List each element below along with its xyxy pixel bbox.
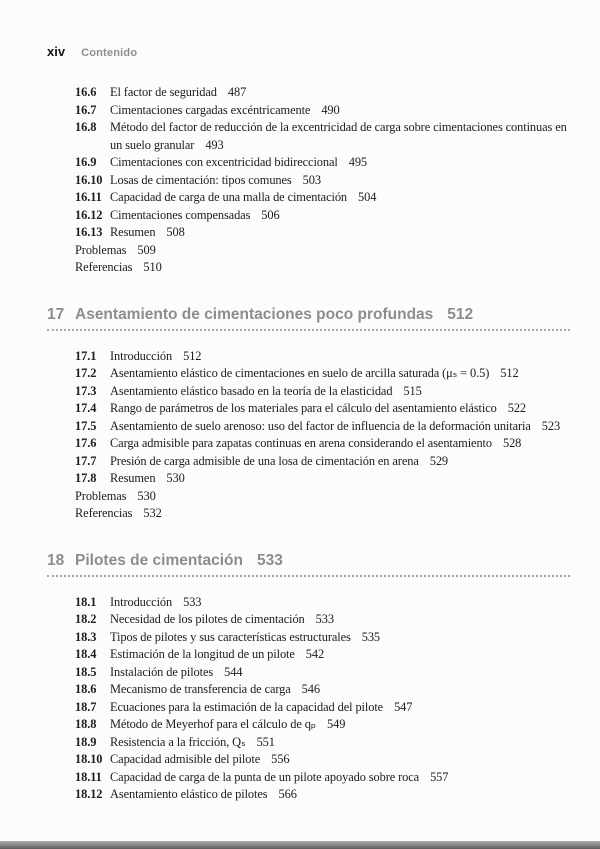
entry-number: 18.10 [75,752,103,766]
running-head: Contenido [81,47,138,59]
toc-entry [75,242,570,260]
entry-title: Asentamiento elástico de pilotes 566 [110,787,297,801]
toc-entry [75,259,570,277]
chapter-page-number: 533 [256,551,283,569]
entry-title: Cimentaciones cargadas excéntricamente 490 [110,102,340,117]
entry-page-number: 506 [261,207,280,222]
entry-page-number: 557 [430,769,449,784]
entry-page-number: 532 [143,506,162,520]
entry-number: 17.3 [75,383,97,398]
entry-number: 18.7 [75,699,97,714]
entry-number: 18.2 [75,612,97,626]
entry-number: 16.10 [75,172,103,187]
entry-page-number: 487 [227,85,247,99]
dotted-rule [47,329,570,331]
entry-number: 16.7 [75,102,97,117]
entry-number: 16.6 [75,85,97,99]
entry-page-number: 522 [507,401,527,415]
toc-entry [75,383,570,401]
toc-entry [75,629,570,647]
entry-page-number: 512 [500,366,519,380]
entry-title: Carga admisible para zapatas continuas en arena considerando el asentamiento 528 [110,436,522,450]
toc-entry [75,786,570,804]
entry-title: Introducción 512 [110,348,202,363]
toc-entry [75,102,570,120]
chapter-page-number: 512 [447,305,474,323]
toc-entry [75,664,570,682]
entry-title: Rango de parámetros de los materiales para el cálculo del asentamiento elástico 522 [110,401,527,415]
entry-number: 18.1 [75,594,97,609]
toc-entry [75,453,570,471]
entry-page-number: 503 [302,172,321,187]
page-number-folio: xiv [47,44,66,59]
toc-entry [75,400,570,418]
entry-title: Asentamiento elástico basado en la teoría de la elasticidad 515 [110,383,422,398]
entry-title: Introducción 533 [110,594,202,609]
entry-title: Cimentaciones compensadas 506 [110,207,280,222]
entry-page-number: 546 [301,682,320,696]
entry-number: 17.2 [75,366,97,380]
entry-title: Problemas 509 [75,242,156,257]
entry-page-number: 533 [183,594,202,609]
entry-page-number: 544 [224,664,243,679]
entry-page-number: 493 [205,137,224,152]
toc-entry [75,734,570,752]
toc-entry [75,751,570,769]
toc-entry [75,611,570,629]
toc-entry [75,207,570,225]
entry-number: 16.8 [75,120,97,134]
entry-number: 18.9 [75,734,97,749]
entry-page-number: 523 [541,418,561,433]
chapter-title: Asentamiento de cimentaciones poco profundas [75,305,434,323]
entry-page-number: 542 [305,647,325,661]
entry-page-number: 515 [403,383,422,398]
entry-title: Referencias 510 [75,260,162,274]
toc-block [47,84,570,277]
toc-entry [75,365,570,383]
entry-page-number: 533 [315,612,334,626]
entry-number: 18.12 [75,787,103,801]
toc-entry [75,154,570,172]
entry-number: 18.8 [75,717,97,731]
dotted-rule [47,575,570,577]
entry-title: Ecuaciones para la estimación de la capacidad del pilote 547 [110,699,413,714]
entry-title: Capacidad admisible del pilote 556 [110,752,290,766]
chapter-title: Pilotes de cimentación [75,551,243,569]
entry-page-number: 547 [394,699,413,714]
toc-entry [75,488,570,506]
entry-number: 16.13 [75,225,103,239]
chapter-number: 17 [47,305,65,323]
chapter-number: 18 [47,551,65,569]
toc-entry [75,418,570,436]
page-header [47,44,137,59]
entry-page-number: 490 [321,102,340,117]
entry-number: 17.6 [75,436,97,450]
toc-block [47,305,570,523]
entry-page-number: 535 [361,629,381,644]
entry-number: 18.4 [75,647,97,661]
toc-entry [75,769,570,787]
entry-number: 17.7 [75,453,97,468]
entry-title: Presión de carga admisible de una losa de cimentación en arena 529 [110,453,449,468]
entry-page-number: 549 [327,717,346,731]
toc-entry [75,699,570,717]
entry-page-number: 528 [502,436,522,450]
toc-entry [75,348,570,366]
entry-title: Método del factor de reducción de la excentricidad de carga sobre cimentaciones continuas en un suelo granular 493 [110,120,567,152]
entry-page-number: 510 [143,260,162,274]
toc-entry [75,505,570,523]
toc-entry [75,84,570,102]
entry-page-number: 530 [137,488,156,503]
entry-number: 16.12 [75,207,103,222]
toc-entry [75,681,570,699]
entry-title: Estimación de la longitud de un pilote 542 [110,647,325,661]
toc-entry [75,224,570,242]
entry-number: 16.11 [75,190,102,204]
toc-entry [75,435,570,453]
entry-page-number: 530 [166,471,185,485]
entry-page-number: 509 [137,242,156,257]
entry-title: Asentamiento elástico de cimentaciones en suelo de arcilla saturada (μₛ = 0.5) 512 [110,366,519,380]
entry-title: El factor de seguridad 487 [110,85,247,99]
entry-page-number: 551 [256,734,275,749]
entry-title: Resumen 508 [110,225,185,239]
toc-content [47,84,570,804]
toc-entry [75,470,570,488]
entry-title: Tipos de pilotes y sus características estructurales 535 [110,629,381,644]
entry-page-number: 566 [278,787,297,801]
entry-number: 18.11 [75,769,102,784]
entry-title: Asentamiento de suelo arenoso: uso del factor de influencia de la deformación unitaria 523 [110,418,561,433]
toc-entry [75,646,570,664]
toc-entry [75,594,570,612]
entry-page-number: 508 [166,225,185,239]
entry-number: 16.9 [75,155,97,169]
entry-number: 17.4 [75,401,97,415]
entry-title: Resistencia a la fricción, Qₛ 551 [110,734,275,749]
scan-edge-shadow [0,841,600,849]
entry-title: Método de Meyerhof para el cálculo de qₚ 549 [110,717,346,731]
toc-entry [75,716,570,734]
entry-title: Cimentaciones con excentricidad bidireccional 495 [110,155,368,169]
entry-number: 18.6 [75,682,97,696]
entry-title: Referencias 532 [75,506,162,520]
entry-page-number: 529 [429,453,449,468]
entry-title: Resumen 530 [110,471,185,485]
toc-entry [75,119,570,154]
entry-number: 18.5 [75,664,97,679]
entry-list [47,84,570,277]
entry-page-number: 504 [358,190,377,204]
chapter-heading [47,305,570,324]
chapter-heading [47,551,570,570]
entry-page-number: 556 [271,752,290,766]
entry-page-number: 512 [183,348,202,363]
entry-number: 17.5 [75,418,97,433]
toc-entry [75,189,570,207]
entry-title: Mecanismo de transferencia de carga 546 [110,682,320,696]
entry-title: Problemas 530 [75,488,156,503]
entry-number: 17.8 [75,471,97,485]
entry-page-number: 495 [348,155,368,169]
entry-title: Necesidad de los pilotes de cimentación 533 [110,612,334,626]
entry-title: Instalación de pilotes 544 [110,664,243,679]
entry-title: Losas de cimentación: tipos comunes 503 [110,172,321,187]
entry-title: Capacidad de carga de la punta de un pilote apoyado sobre roca 557 [110,769,449,784]
entry-number: 17.1 [75,348,97,363]
entry-list [47,594,570,804]
entry-number: 18.3 [75,629,97,644]
entry-title: Capacidad de carga de una malla de cimentación 504 [110,190,377,204]
toc-block [47,551,570,804]
entry-list [47,348,570,523]
toc-entry [75,172,570,190]
